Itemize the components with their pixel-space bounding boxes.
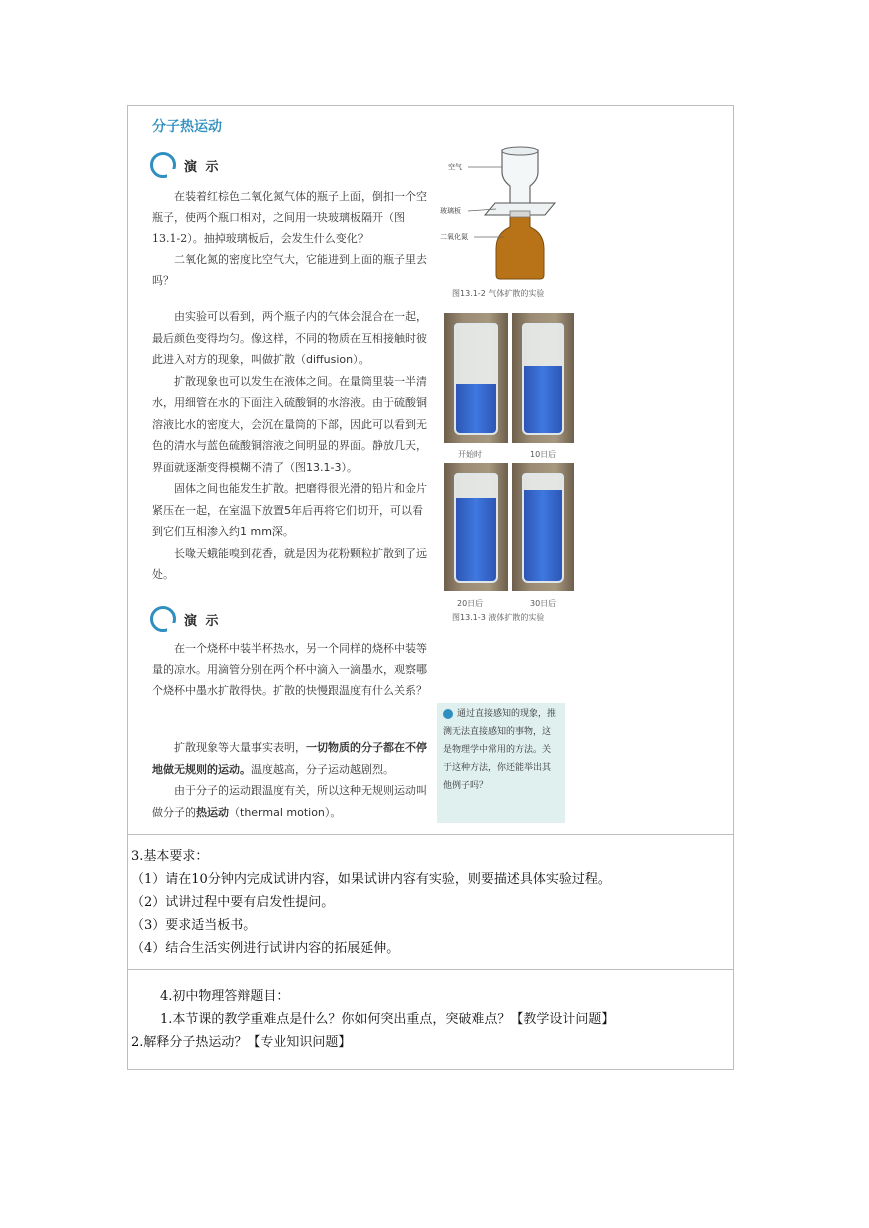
air-bottle-top (502, 147, 538, 155)
requirement-item: （3）要求适当板书。 (131, 918, 257, 933)
conclusion-text-segment: 由于分子的运动跟温度有关，所以这种无规则运动叫做分子的 (152, 784, 427, 819)
tip-text: 通过直接感知的现象，推测无法直接感知的事物，这是物理学中常用的方法。关于这种方法，你还能举出其他例子吗？ (443, 709, 557, 791)
photo-label: 20日后 (457, 599, 484, 608)
demo-heading (150, 606, 221, 632)
demo2-text (152, 638, 428, 701)
figure-caption: 图13.1-2 气体扩散的实验 (452, 289, 545, 298)
requirements-heading: 3.基本要求： (131, 849, 209, 864)
key-term: 热运动 (196, 805, 229, 819)
body-text (152, 306, 430, 586)
figure-caption: 图13.1-3 液体扩散的实验 (452, 613, 545, 622)
demo2-paragraph: 在一个烧杯中装半杯热水，另一个同样的烧杯中装等量的凉水。用滴管分别在两个杯中滴入一滴墨水，观察哪个烧杯中墨水扩散得快。扩散的快慢跟温度有什么关系？ (152, 642, 427, 697)
photo-label: 30日后 (530, 599, 557, 608)
demo1-text (152, 186, 428, 291)
figure-label: 空气 (448, 163, 462, 171)
table-divider (127, 834, 734, 835)
demo-label: 演 示 (184, 159, 221, 175)
conclusion-text-segment: （thermal motion）。 (229, 805, 342, 819)
cylinder-photo-day10 (511, 312, 575, 444)
demo1-paragraph: 在装着红棕色二氧化氮气体的瓶子上面，倒扣一个空瓶子，使两个瓶口相对，之间用一块玻璃板隔开（图13.1-2）。抽掉玻璃板后，会发生什么变化？ (152, 190, 427, 245)
copper-sulfate-liquid (456, 498, 496, 581)
air-bottle (502, 150, 538, 204)
demo-icon (150, 152, 176, 178)
requirement-item: （2）试讲过程中要有启发性提问。 (131, 895, 335, 910)
cylinder-photo-day30 (511, 462, 575, 592)
demo-label: 演 示 (184, 613, 221, 629)
copper-sulfate-liquid (456, 384, 496, 433)
requirement-item: （4）结合生活实例进行试讲内容的拓展延伸。 (131, 941, 400, 956)
section-title: 分子热运动 (152, 119, 222, 135)
tip-icon (443, 709, 453, 719)
demo1-paragraph: 二氧化氮的密度比空气大，它能进到上面的瓶子里去吗？ (152, 253, 427, 287)
conclusion-text (152, 737, 430, 823)
defense-question: 2.解释分子热运动？【专业知识问题】 (131, 1035, 352, 1050)
demo-icon (150, 606, 176, 632)
tip-box (437, 703, 565, 823)
table-divider (127, 969, 734, 970)
photo-label: 10日后 (530, 450, 557, 459)
requirement-item: （1）请在10分钟内完成试讲内容，如果试讲内容有实验，则要描述具体实验过程。 (131, 872, 611, 887)
photo-label: 开始时 (458, 450, 482, 459)
conclusion-paragraph (152, 780, 430, 823)
cylinder-photo-start (443, 312, 509, 444)
conclusion-text-segment: 扩散现象等大量事实表明， (174, 741, 306, 754)
gas-diffusion-figure (440, 145, 575, 280)
body-paragraph: 长喙天蛾能嗅到花香，就是因为花粉颗粒扩散到了远处。 (152, 546, 427, 581)
bottle-neck (510, 211, 530, 217)
figure-label: 玻璃板 (440, 207, 461, 215)
figure-label: 二氧化氮 (440, 233, 468, 241)
body-paragraph: 固体之间也能发生扩散。把磨得很光滑的铅片和金片紧压在一起，在室温下放置5年后再将它们切开，可以看到它们互相渗入约1 mm深。 (152, 482, 427, 538)
copper-sulfate-liquid (524, 366, 562, 433)
conclusion-text-segment: 温度越高，分子运动越剧烈。 (251, 762, 394, 776)
key-statement: 一切物质的分子都在不停地做无规则的运动。 (152, 741, 427, 776)
nitrogen-dioxide-bottle (496, 215, 544, 279)
demo-heading (150, 152, 221, 178)
defense-question: 1.本节课的教学重难点是什么？你如何突出重点，突破难点？【教学设计问题】 (160, 1012, 615, 1027)
body-paragraph: 扩散现象也可以发生在液体之间。在量筒里装一半清水，用细管在水的下面注入硫酸铜的水溶液。由于硫酸铜溶液比水的密度大，会沉在量筒的下部，因此可以看到无色的清水与蓝色硫酸铜溶液之间明显的界面。静放几天，界面就逐渐变得模糊不清了（图13.1-3）。 (152, 374, 427, 474)
defense-heading: 4.初中物理答辩题目： (160, 989, 290, 1004)
copper-sulfate-liquid (524, 490, 562, 581)
cylinder-photo-day20 (443, 462, 509, 592)
conclusion-paragraph (152, 737, 430, 780)
body-paragraph: 由实验可以看到，两个瓶子内的气体会混合在一起，最后颜色变得均匀。像这样，不同的物质在互相接触时彼此进入对方的现象，叫做扩散（diffusion）。 (152, 310, 427, 366)
